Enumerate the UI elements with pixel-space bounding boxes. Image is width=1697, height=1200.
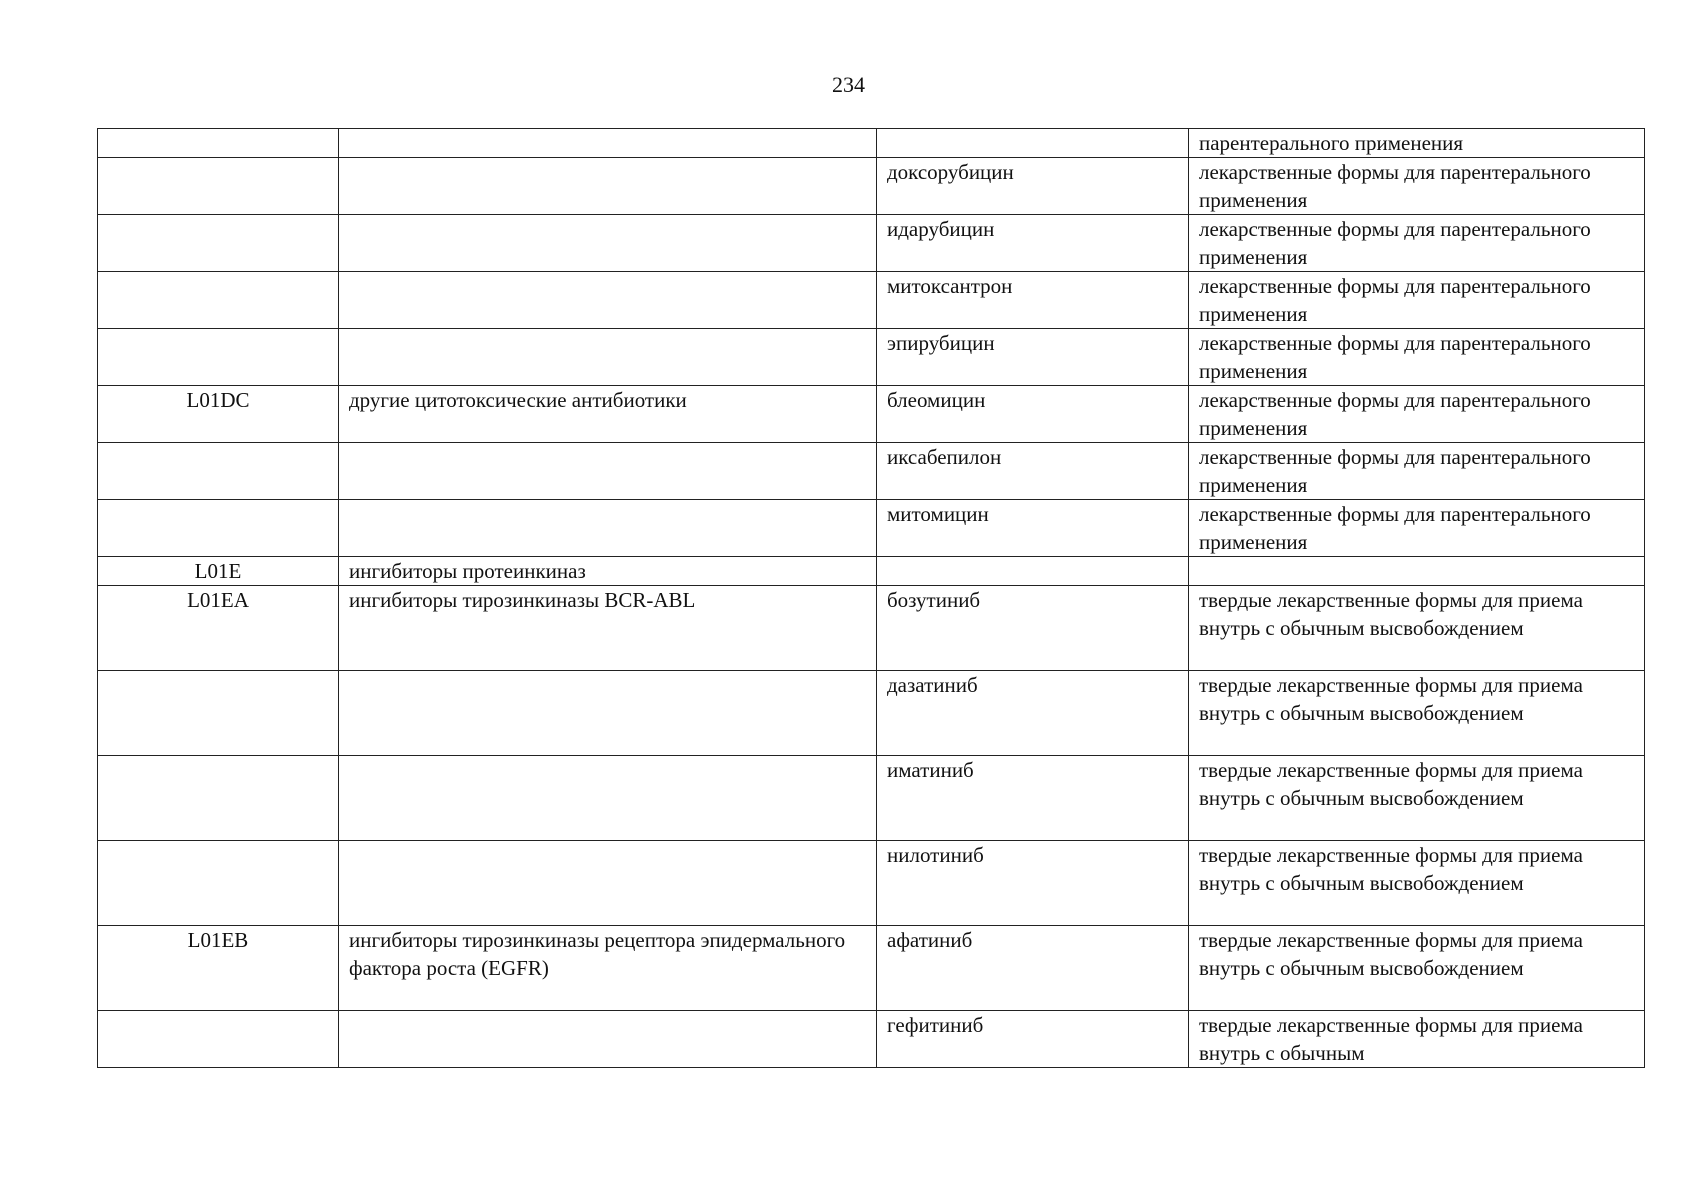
table-row xyxy=(98,386,1645,443)
drug-name-cell: идарубицин xyxy=(877,215,1189,272)
dosage-form-cell: твердые лекарственные формы для приема внутрь с обычным высвобождением xyxy=(1189,671,1645,756)
atc-group-cell xyxy=(339,158,877,215)
table-row xyxy=(98,926,1645,1011)
dosage-form-cell: лекарственные формы для парентерального применения xyxy=(1189,329,1645,386)
dosage-form-cell: твердые лекарственные формы для приема внутрь с обычным высвобождением xyxy=(1189,926,1645,1011)
atc-group-cell xyxy=(339,129,877,158)
dosage-form-cell: лекарственные формы для парентерального применения xyxy=(1189,443,1645,500)
atc-group-cell xyxy=(339,1011,877,1068)
dosage-form-cell: лекарственные формы для парентерального применения xyxy=(1189,386,1645,443)
table-row xyxy=(98,557,1645,586)
atc-code-cell: L01EB xyxy=(98,926,339,1011)
atc-group-cell xyxy=(339,500,877,557)
atc-group-cell xyxy=(339,272,877,329)
dosage-form-cell: лекарственные формы для парентерального применения xyxy=(1189,500,1645,557)
table-row xyxy=(98,329,1645,386)
dosage-form-cell: лекарственные формы для парентерального применения xyxy=(1189,215,1645,272)
drug-name-cell: митоксантрон xyxy=(877,272,1189,329)
atc-code-cell xyxy=(98,129,339,158)
table-row xyxy=(98,158,1645,215)
drug-name-cell: нилотиниб xyxy=(877,841,1189,926)
drug-name-cell: блеомицин xyxy=(877,386,1189,443)
table-row xyxy=(98,841,1645,926)
table-row xyxy=(98,586,1645,671)
drug-name-cell: иксабепилон xyxy=(877,443,1189,500)
dosage-form-cell: твердые лекарственные формы для приема внутрь с обычным xyxy=(1189,1011,1645,1068)
table-row xyxy=(98,129,1645,158)
table-row xyxy=(98,215,1645,272)
table-row xyxy=(98,756,1645,841)
dosage-form-cell: лекарственные формы для парентерального применения xyxy=(1189,272,1645,329)
dosage-form-cell: парентерального применения xyxy=(1189,129,1645,158)
atc-group-cell: ингибиторы тирозинкиназы BCR-ABL xyxy=(339,586,877,671)
atc-group-cell: ингибиторы тирозинкиназы рецептора эпидермального фактора роста (EGFR) xyxy=(339,926,877,1011)
atc-code-cell xyxy=(98,443,339,500)
drug-name-cell: дазатиниб xyxy=(877,671,1189,756)
atc-code-cell xyxy=(98,272,339,329)
atc-code-cell xyxy=(98,500,339,557)
dosage-form-cell xyxy=(1189,557,1645,586)
atc-code-cell xyxy=(98,841,339,926)
table-row xyxy=(98,443,1645,500)
atc-group-cell: ингибиторы протеинкиназ xyxy=(339,557,877,586)
dosage-form-cell: твердые лекарственные формы для приема внутрь с обычным высвобождением xyxy=(1189,586,1645,671)
atc-code-cell: L01DC xyxy=(98,386,339,443)
atc-group-cell xyxy=(339,756,877,841)
table-row xyxy=(98,500,1645,557)
drug-name-cell: бозутиниб xyxy=(877,586,1189,671)
drug-name-cell xyxy=(877,129,1189,158)
atc-code-cell: L01EA xyxy=(98,586,339,671)
table-row xyxy=(98,671,1645,756)
drug-name-cell: гефитиниб xyxy=(877,1011,1189,1068)
atc-code-cell xyxy=(98,756,339,841)
atc-group-cell xyxy=(339,443,877,500)
atc-code-cell xyxy=(98,329,339,386)
table-row xyxy=(98,1011,1645,1068)
table-row xyxy=(98,272,1645,329)
atc-group-cell xyxy=(339,671,877,756)
atc-group-cell: другие цитотоксические антибиотики xyxy=(339,386,877,443)
drug-table xyxy=(97,128,1645,1068)
page-number: 234 xyxy=(832,72,865,97)
atc-code-cell xyxy=(98,1011,339,1068)
atc-code-cell: L01E xyxy=(98,557,339,586)
dosage-form-cell: твердые лекарственные формы для приема внутрь с обычным высвобождением xyxy=(1189,756,1645,841)
atc-group-cell xyxy=(339,329,877,386)
atc-group-cell xyxy=(339,841,877,926)
atc-code-cell xyxy=(98,215,339,272)
atc-code-cell xyxy=(98,671,339,756)
atc-group-cell xyxy=(339,215,877,272)
atc-code-cell xyxy=(98,158,339,215)
dosage-form-cell: твердые лекарственные формы для приема внутрь с обычным высвобождением xyxy=(1189,841,1645,926)
drug-name-cell xyxy=(877,557,1189,586)
drug-name-cell: эпирубицин xyxy=(877,329,1189,386)
drug-name-cell: митомицин xyxy=(877,500,1189,557)
drug-name-cell: афатиниб xyxy=(877,926,1189,1011)
drug-name-cell: иматиниб xyxy=(877,756,1189,841)
drug-name-cell: доксорубицин xyxy=(877,158,1189,215)
dosage-form-cell: лекарственные формы для парентерального применения xyxy=(1189,158,1645,215)
